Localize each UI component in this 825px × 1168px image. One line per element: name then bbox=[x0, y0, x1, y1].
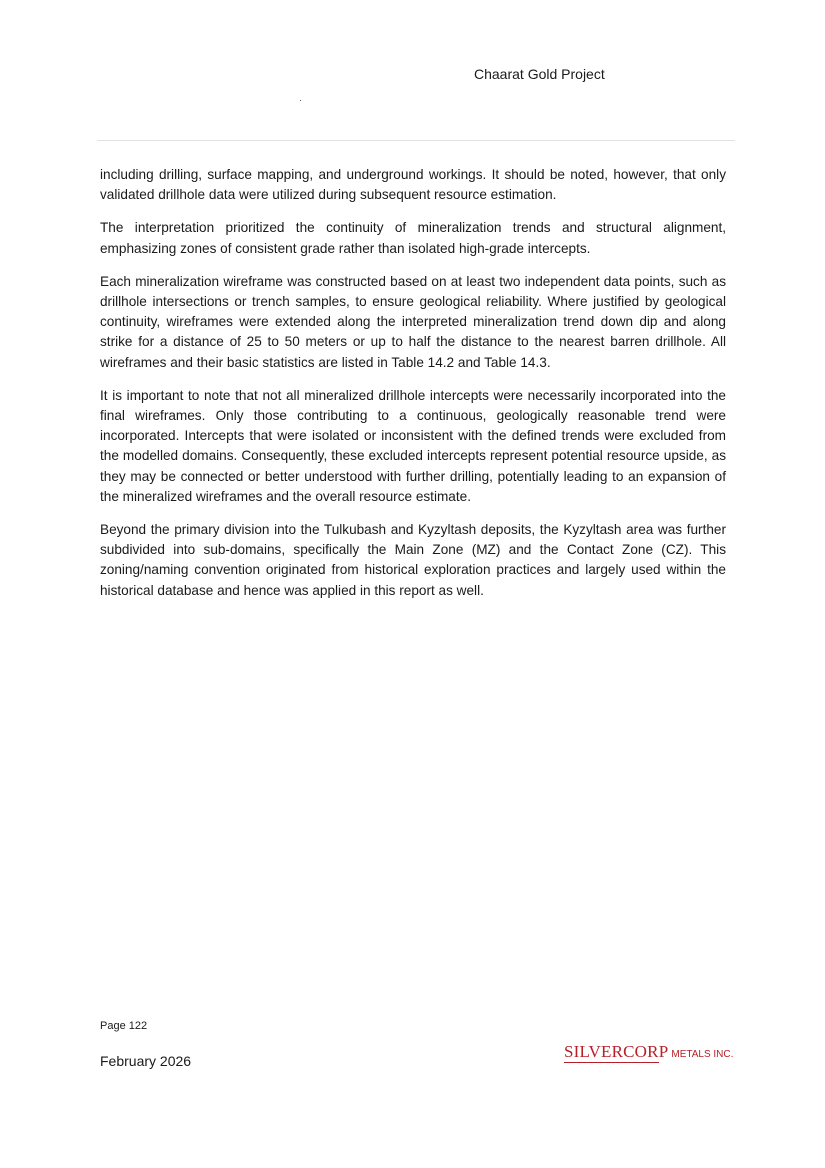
paragraph-5: Beyond the primary division into the Tulkubash and Kyzyltash deposits, the Kyzyltash area was further subdivided into sub-domains, specifically the Main Zone (MZ) and the Contact Zone (CZ). This zoning/naming convention originated from historical exploration practices and largely used within the historical database and hence was applied in this report as well. bbox=[100, 522, 726, 598]
logo-subtitle: METALS INC. bbox=[671, 1049, 734, 1060]
document-header-title: Chaarat Gold Project bbox=[474, 66, 605, 82]
page-number: Page 122 bbox=[100, 1020, 148, 1032]
footer-date: February 2026 bbox=[100, 1053, 192, 1069]
paragraph-2: The interpretation prioritized the continuity of mineralization trends and structural alignment, emphasizing zones of consistent grade rather than isolated high-grade intercepts. bbox=[100, 220, 726, 256]
paragraph-4: It is important to note that not all mineralized drillhole intercepts were necessarily incorporated into the final wireframes. Only those contributing to a continuous, geologically reasonable trend were incorporated. Intercepts that were isolated or inconsistent with the defined trends were excluded from the modelled domains. Consequently, these excluded intercepts represent potential resource upside, as they may be connected or better understood with further drilling, potentially leading to an expansion of the mineralized wireframes and the overall resource estimate. bbox=[100, 387, 726, 504]
document-body bbox=[100, 165, 726, 614]
company-logo bbox=[564, 1042, 733, 1062]
paragraph-3: Each mineralization wireframe was constructed based on at least two independent data points, such as drillhole intersections or trench samples, to ensure geological reliability. Where justified by geological continuity, wireframes were extended along the interpreted mineralization trend down dip and along strike for a distance of 25 to 50 meters or up to half the distance to the nearest barren drillhole. All wireframes and their basic statistics are listed in Table 14.2 and Table 14.3. bbox=[100, 273, 726, 370]
logo-underline bbox=[564, 1062, 659, 1063]
header-divider bbox=[97, 140, 735, 141]
logo-name: SILVERCORP bbox=[564, 1042, 669, 1061]
paragraph-1: including drilling, surface mapping, and underground workings. It should be noted, however, that only validated drillhole data were utilized during subsequent resource estimation. bbox=[100, 167, 726, 203]
header-dot bbox=[300, 100, 301, 101]
